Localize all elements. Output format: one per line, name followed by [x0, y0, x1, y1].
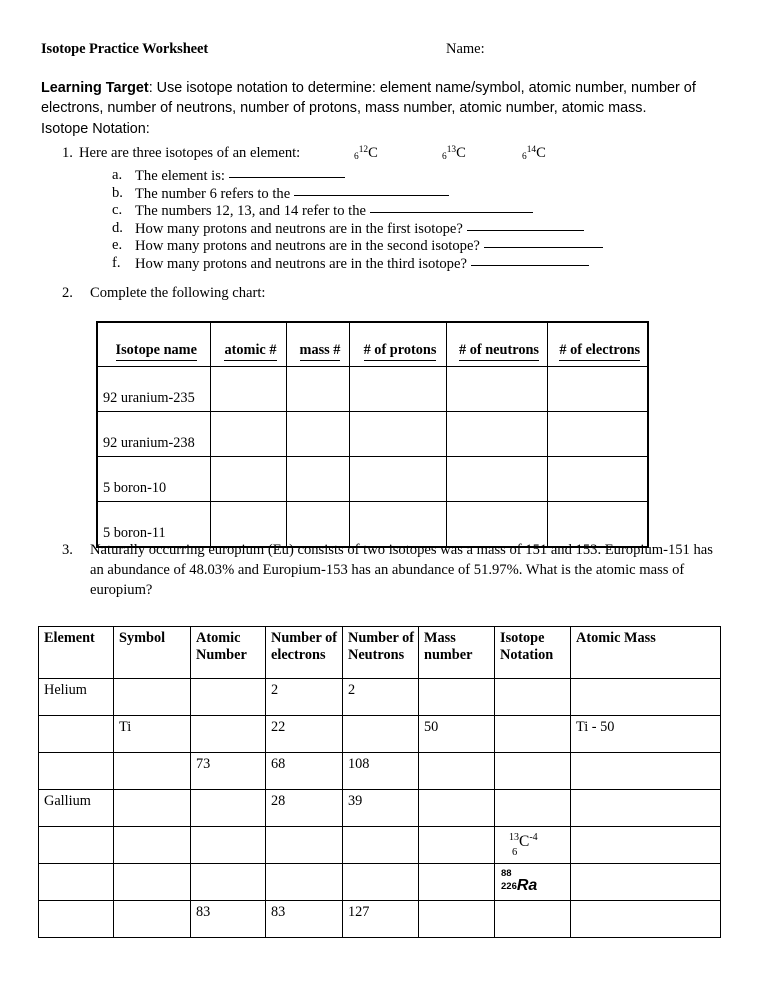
question-1-item-d-text: How many protons and neutrons are in the first isotope? — [135, 220, 584, 238]
cell-element[interactable] — [39, 716, 114, 753]
table-row — [39, 827, 721, 864]
cell-electrons[interactable] — [547, 412, 648, 457]
table-row — [97, 457, 648, 502]
isotope-1-symbol: C — [368, 145, 378, 161]
cell-symbol[interactable] — [114, 864, 191, 901]
isotope-3-mass-number: 14 — [526, 145, 537, 155]
question-1-item-f-letter: f. — [112, 254, 121, 271]
table-header-row — [39, 627, 721, 679]
answer-blank-a[interactable] — [229, 167, 345, 178]
question-1-item-b-text: The number 6 refers to the — [135, 185, 449, 203]
cell-element[interactable] — [39, 753, 114, 790]
notation-mass-number: 13 — [509, 832, 519, 843]
cell-number-of-neutrons[interactable]: 39 — [343, 790, 419, 827]
isotope-2 — [442, 145, 466, 162]
cell-symbol[interactable]: Ti — [114, 716, 191, 753]
table-header-row — [97, 322, 648, 367]
question-1-item-f — [62, 255, 722, 273]
th-number-of-neutrons: Number of Neutrons — [343, 627, 419, 679]
table-row — [39, 716, 721, 753]
question-3 — [62, 540, 727, 601]
cell-mass-number[interactable] — [286, 412, 349, 457]
cell-isotope-notation[interactable] — [495, 753, 571, 790]
question-1-item-c-letter: c. — [112, 202, 123, 219]
cell-isotope-name: 92 uranium-238 — [97, 412, 210, 457]
isotope-notation-carbon-13 — [500, 830, 570, 860]
cell-isotope-notation[interactable] — [495, 679, 571, 716]
question-1-item-e — [62, 237, 722, 255]
table-row — [39, 864, 721, 901]
page-title: Isotope Practice Worksheet — [41, 41, 209, 57]
question-1-item-f-text: How many protons and neutrons are in the third isotope? — [135, 255, 589, 273]
cell-neutrons[interactable] — [446, 367, 547, 412]
notation-mass-number: 226 — [501, 881, 517, 892]
cell-atomic-mass[interactable] — [571, 901, 721, 938]
cell-mass-number[interactable] — [286, 367, 349, 412]
th-number-of-electrons: Number of electrons — [266, 627, 343, 679]
cell-atomic-number[interactable] — [210, 367, 286, 412]
cell-number-of-neutrons[interactable] — [343, 716, 419, 753]
cell-atomic-number[interactable] — [191, 827, 266, 864]
cell-element[interactable]: Helium — [39, 679, 114, 716]
notation-charge: -4 — [529, 832, 538, 843]
cell-atomic-mass[interactable] — [571, 864, 721, 901]
cell-atomic-mass[interactable]: Ti - 50 — [571, 716, 721, 753]
document-header — [41, 41, 721, 61]
isotope-chart-table — [96, 321, 649, 548]
cell-atomic-number[interactable]: 73 — [191, 753, 266, 790]
th-mass-number: Mass number — [419, 627, 495, 679]
th-atomic-number: Atomic Number — [191, 627, 266, 679]
cell-isotope-notation — [495, 827, 571, 864]
isotope-notation-label: Isotope Notation: — [41, 120, 150, 137]
question-1-item-a-text: The element is: — [135, 167, 345, 185]
cell-number-of-electrons[interactable] — [266, 827, 343, 864]
cell-atomic-number[interactable] — [210, 412, 286, 457]
question-1-stem-line — [62, 145, 722, 164]
answer-blank-f[interactable] — [471, 255, 589, 266]
question-1-item-e-text: How many protons and neutrons are in the second isotope? — [135, 237, 603, 255]
element-properties-table — [38, 626, 721, 938]
cell-number-of-electrons[interactable]: 2 — [266, 679, 343, 716]
th-element: Element — [39, 627, 114, 679]
th-electrons: # of electrons — [547, 322, 648, 367]
learning-target-block — [41, 78, 724, 139]
cell-atomic-mass[interactable] — [571, 679, 721, 716]
cell-symbol[interactable] — [114, 827, 191, 864]
learning-target-label: Learning Target — [41, 80, 149, 96]
isotope-2-symbol: C — [456, 145, 466, 161]
cell-mass-number[interactable] — [419, 827, 495, 864]
cell-number-of-neutrons[interactable]: 2 — [343, 679, 419, 716]
answer-blank-b[interactable] — [294, 185, 449, 196]
cell-isotope-name: 92 uranium-235 — [97, 367, 210, 412]
isotope-3 — [522, 145, 546, 162]
answer-blank-e[interactable] — [484, 237, 603, 248]
th-atomic-number: atomic # — [210, 322, 286, 367]
table-row — [39, 790, 721, 827]
cell-symbol[interactable] — [114, 753, 191, 790]
isotope-1 — [354, 145, 378, 162]
cell-atomic-mass[interactable] — [571, 790, 721, 827]
question-1-number: 1. — [62, 145, 73, 161]
question-1-item-e-letter: e. — [112, 237, 123, 254]
cell-mass-number[interactable] — [419, 753, 495, 790]
cell-atomic-mass[interactable] — [571, 753, 721, 790]
cell-atomic-mass[interactable] — [571, 827, 721, 864]
cell-atomic-number[interactable] — [191, 716, 266, 753]
cell-mass-number[interactable] — [419, 864, 495, 901]
cell-number-of-electrons[interactable]: 68 — [266, 753, 343, 790]
cell-atomic-number[interactable] — [191, 790, 266, 827]
question-1-item-b-letter: b. — [112, 184, 123, 201]
cell-number-of-neutrons[interactable]: 108 — [343, 753, 419, 790]
th-neutrons: # of neutrons — [446, 322, 547, 367]
th-mass-number: mass # — [286, 322, 349, 367]
question-2-text: Complete the following chart: — [90, 285, 266, 301]
question-1 — [62, 145, 722, 273]
cell-symbol[interactable] — [114, 679, 191, 716]
notation-symbol: Ra — [516, 877, 538, 894]
cell-number-of-electrons[interactable]: 22 — [266, 716, 343, 753]
isotope-3-symbol: C — [536, 145, 546, 161]
isotope-3-atomic-number: 6 — [522, 152, 527, 162]
cell-symbol[interactable] — [114, 790, 191, 827]
cell-electrons[interactable] — [547, 457, 648, 502]
cell-mass-number[interactable] — [286, 457, 349, 502]
notation-symbol: C — [519, 833, 530, 850]
cell-neutrons[interactable] — [446, 412, 547, 457]
th-protons: # of protons — [349, 322, 446, 367]
question-1-stem: Here are three isotopes of an element: — [79, 145, 301, 161]
notation-atomic-number: 88 — [501, 868, 512, 879]
question-1-item-c-text: The numbers 12, 13, and 14 refer to the — [135, 202, 533, 220]
cell-protons[interactable] — [349, 367, 446, 412]
question-2-number: 2. — [62, 285, 73, 301]
cell-element[interactable] — [39, 827, 114, 864]
cell-electrons[interactable] — [547, 367, 648, 412]
cell-protons[interactable] — [349, 412, 446, 457]
table-row — [97, 367, 648, 412]
learning-target-body: : Use isotope notation to determine: element name/symbol, atomic number, number of electrons, number of neutrons, number of protons, mass number, atomic number, atomic mass. — [41, 80, 696, 117]
cell-protons[interactable] — [349, 457, 446, 502]
cell-number-of-neutrons[interactable] — [343, 864, 419, 901]
cell-isotope-name: 5 boron-11 — [97, 502, 210, 548]
cell-neutrons[interactable] — [446, 457, 547, 502]
cell-atomic-number[interactable] — [191, 679, 266, 716]
cell-element[interactable] — [39, 901, 114, 938]
question-1-item-d-letter: d. — [112, 219, 123, 236]
question-1-item-a — [62, 167, 722, 185]
th-isotope-name: Isotope name — [97, 322, 210, 367]
cell-number-of-neutrons[interactable] — [343, 827, 419, 864]
cell-number-of-electrons[interactable]: 28 — [266, 790, 343, 827]
notation-atomic-number: 6 — [512, 847, 518, 858]
cell-mass-number[interactable]: 50 — [419, 716, 495, 753]
th-isotope-notation: Isotope Notation — [495, 627, 571, 679]
isotope-2-mass-number: 13 — [446, 145, 457, 155]
cell-element[interactable] — [39, 864, 114, 901]
cell-isotope-notation[interactable] — [495, 790, 571, 827]
table-row — [39, 753, 721, 790]
cell-isotope-notation — [495, 864, 571, 901]
question-3-text: Naturally occurring europium (Eu) consists of two isotopes was a mass of 151 and 153. Europium-151 has an abundance of 48.03% and Europium-153 has an abundance of 51.97%. What is the atomic mass of europium? — [90, 542, 713, 599]
cell-mass-number[interactable] — [419, 679, 495, 716]
isotope-1-mass-number: 12 — [358, 145, 369, 155]
cell-atomic-number[interactable] — [191, 864, 266, 901]
cell-number-of-electrons[interactable]: 83 — [266, 901, 343, 938]
table-row — [39, 679, 721, 716]
cell-number-of-neutrons[interactable]: 127 — [343, 901, 419, 938]
cell-isotope-notation[interactable] — [495, 716, 571, 753]
answer-blank-c[interactable] — [370, 202, 533, 213]
question-1-item-d — [62, 220, 722, 238]
question-1-item-a-letter: a. — [112, 167, 123, 183]
cell-number-of-electrons[interactable] — [266, 864, 343, 901]
cell-mass-number[interactable] — [419, 901, 495, 938]
th-symbol: Symbol — [114, 627, 191, 679]
answer-blank-d[interactable] — [467, 220, 584, 231]
cell-isotope-name: 5 boron-10 — [97, 457, 210, 502]
name-field-label: Name: — [446, 41, 485, 57]
question-1-item-b — [62, 185, 722, 203]
cell-element[interactable]: Gallium — [39, 790, 114, 827]
cell-isotope-notation[interactable] — [495, 901, 571, 938]
question-1-item-c — [62, 202, 722, 220]
isotope-2-atomic-number: 6 — [442, 152, 447, 162]
table-row — [97, 412, 648, 457]
question-3-number: 3. — [62, 542, 73, 558]
cell-atomic-number[interactable] — [210, 457, 286, 502]
isotope-1-atomic-number: 6 — [354, 152, 359, 162]
table-row — [39, 901, 721, 938]
cell-symbol[interactable] — [114, 901, 191, 938]
cell-atomic-number[interactable]: 83 — [191, 901, 266, 938]
cell-mass-number[interactable] — [419, 790, 495, 827]
th-atomic-mass: Atomic Mass — [571, 627, 721, 679]
isotope-notation-radium-226 — [500, 867, 570, 897]
